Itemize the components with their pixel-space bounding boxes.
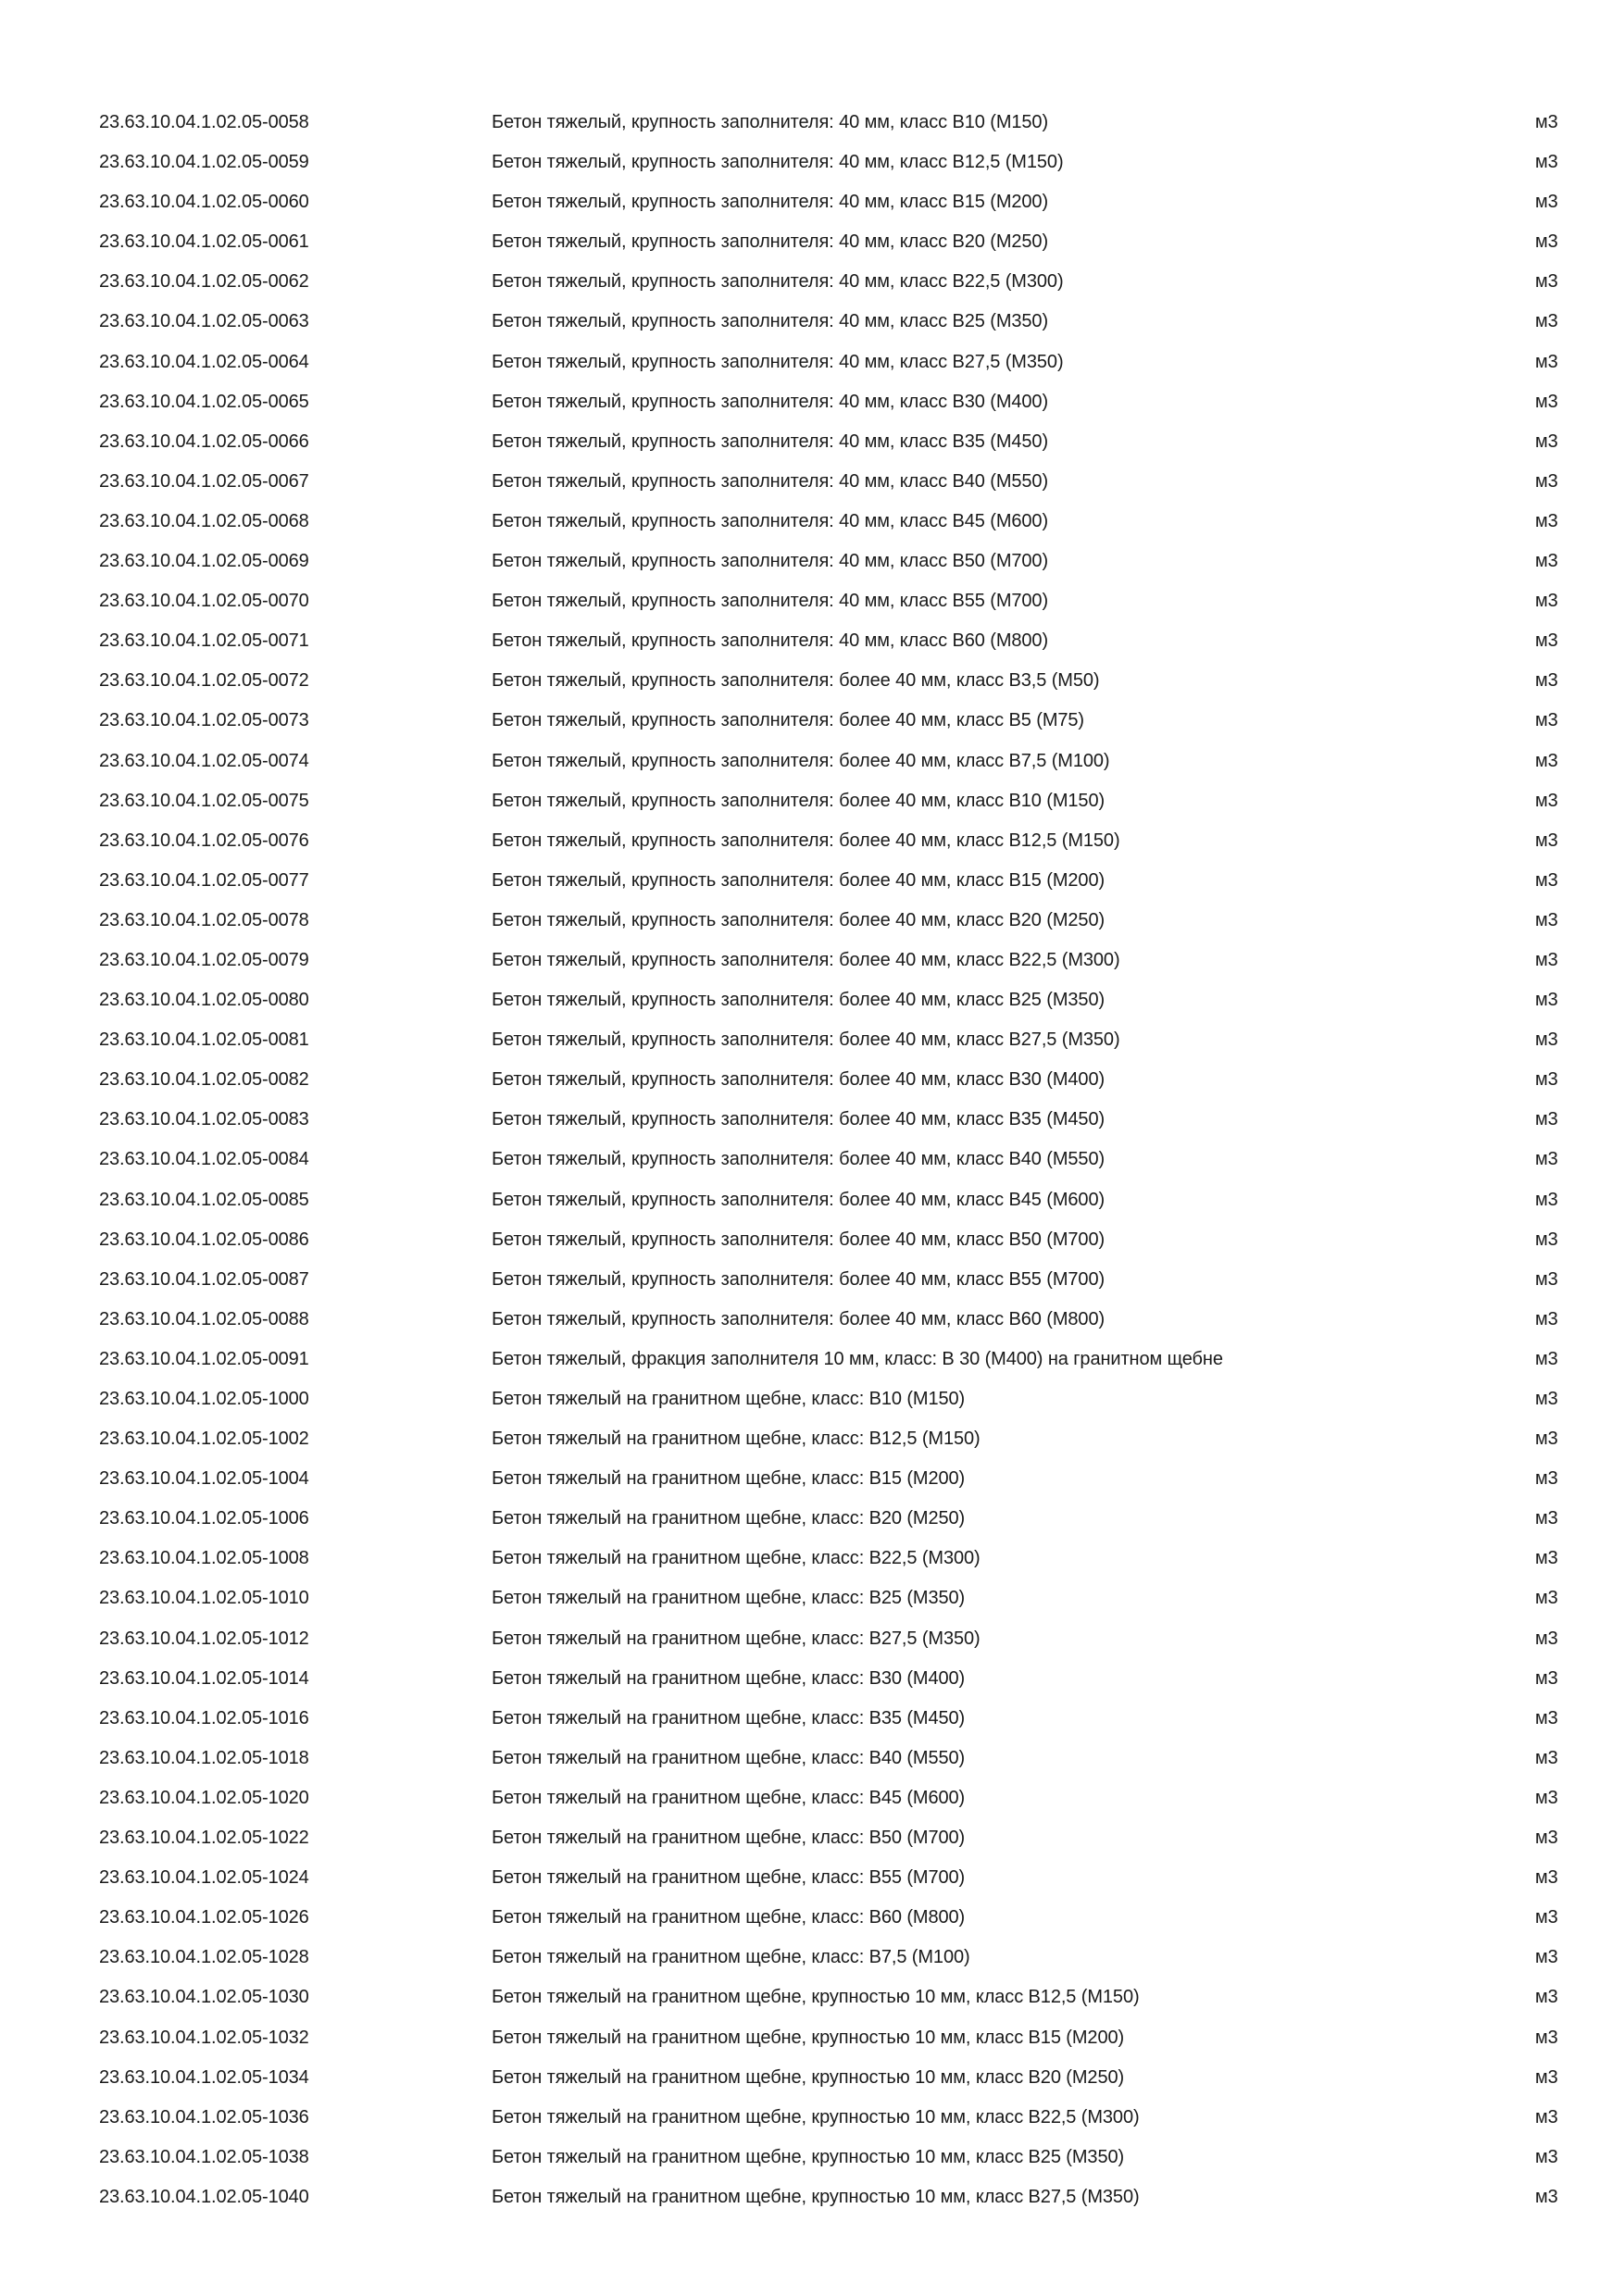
table-row [0, 2058, 1624, 2098]
table-row [0, 701, 1624, 741]
table-row [0, 781, 1624, 821]
resource-name: Бетон тяжелый на гранитном щебне, крупностью 10 мм, класс В22,5 (М300) [492, 2106, 1140, 2128]
table-row [0, 861, 1624, 901]
resource-code: 23.63.10.04.1.02.05-0074 [99, 750, 309, 771]
table-row [0, 1140, 1624, 1179]
unit-of-measure: м3 [1535, 1029, 1558, 1051]
table-row [0, 1818, 1624, 1858]
unit-of-measure: м3 [1535, 510, 1558, 531]
table-row [0, 1778, 1624, 1818]
table-row [0, 1858, 1624, 1898]
resource-code: 23.63.10.04.1.02.05-0072 [99, 670, 309, 692]
table-row [0, 143, 1624, 182]
resource-name: Бетон тяжелый на гранитном щебне, класс: В12,5 (М150) [492, 1429, 981, 1450]
resource-code: 23.63.10.04.1.02.05-0081 [99, 1029, 309, 1051]
table-row [0, 742, 1624, 781]
resource-code: 23.63.10.04.1.02.05-1028 [99, 1947, 309, 1968]
table-row [0, 1220, 1624, 1260]
unit-of-measure: м3 [1535, 790, 1558, 811]
table-row [0, 581, 1624, 621]
unit-of-measure: м3 [1535, 1867, 1558, 1889]
resource-name: Бетон тяжелый на гранитном щебне, класс: В40 (М550) [492, 1747, 966, 1768]
unit-of-measure: м3 [1535, 1907, 1558, 1928]
resource-name: Бетон тяжелый, крупность заполнителя: 40 мм, класс В60 (М800) [492, 630, 1049, 652]
resource-name: Бетон тяжелый, крупность заполнителя: 40 мм, класс В20 (М250) [492, 231, 1049, 253]
unit-of-measure: м3 [1535, 1548, 1558, 1569]
unit-of-measure: м3 [1535, 710, 1558, 731]
unit-of-measure: м3 [1535, 630, 1558, 652]
resource-name: Бетон тяжелый на гранитном щебне, класс: В50 (М700) [492, 1828, 966, 1849]
unit-of-measure: м3 [1535, 1468, 1558, 1490]
resource-code: 23.63.10.04.1.02.05-0067 [99, 470, 309, 492]
resource-code: 23.63.10.04.1.02.05-0077 [99, 869, 309, 891]
table-row [0, 343, 1624, 382]
resource-code: 23.63.10.04.1.02.05-1002 [99, 1429, 309, 1450]
table-row [0, 1739, 1624, 1778]
resource-code: 23.63.10.04.1.02.05-1036 [99, 2106, 309, 2128]
resource-code: 23.63.10.04.1.02.05-0058 [99, 112, 309, 132]
unit-of-measure: м3 [1535, 112, 1558, 132]
table-row [0, 1340, 1624, 1379]
table-row [0, 1100, 1624, 1140]
table-row [0, 1898, 1624, 1938]
table-row [0, 2018, 1624, 2058]
resource-code: 23.63.10.04.1.02.05-0069 [99, 551, 309, 572]
table-row [0, 262, 1624, 302]
unit-of-measure: м3 [1535, 391, 1558, 412]
unit-of-measure: м3 [1535, 2027, 1558, 2048]
resource-code: 23.63.10.04.1.02.05-0073 [99, 710, 309, 731]
resource-name: Бетон тяжелый на гранитном щебне, крупностью 10 мм, класс В20 (М250) [492, 2066, 1125, 2088]
unit-of-measure: м3 [1535, 1508, 1558, 1529]
resource-code: 23.63.10.04.1.02.05-0066 [99, 430, 309, 452]
resource-code: 23.63.10.04.1.02.05-1034 [99, 2066, 309, 2088]
unit-of-measure: м3 [1535, 949, 1558, 970]
unit-of-measure: м3 [1535, 909, 1558, 930]
resource-name: Бетон тяжелый, крупность заполнителя: более 40 мм, класс В7,5 (М100) [492, 750, 1110, 771]
table-row [0, 1459, 1624, 1499]
resource-code: 23.63.10.04.1.02.05-0084 [99, 1149, 309, 1170]
unit-of-measure: м3 [1535, 1787, 1558, 1808]
resource-name: Бетон тяжелый, крупность заполнителя: 40 мм, класс В50 (М700) [492, 551, 1049, 572]
table-row [0, 222, 1624, 262]
unit-of-measure: м3 [1535, 1268, 1558, 1290]
unit-of-measure: м3 [1535, 152, 1558, 173]
resource-code: 23.63.10.04.1.02.05-0075 [99, 790, 309, 811]
resource-code: 23.63.10.04.1.02.05-0080 [99, 990, 309, 1011]
unit-of-measure: м3 [1535, 470, 1558, 492]
resource-name: Бетон тяжелый, крупность заполнителя: более 40 мм, класс В20 (М250) [492, 909, 1106, 930]
unit-of-measure: м3 [1535, 1389, 1558, 1409]
table-row [0, 901, 1624, 941]
resource-name: Бетон тяжелый на гранитном щебне, крупностью 10 мм, класс В12,5 (М150) [492, 1987, 1140, 2008]
resource-name: Бетон тяжелый, крупность заполнителя: 40 мм, класс В15 (М200) [492, 192, 1049, 213]
resource-code: 23.63.10.04.1.02.05-1038 [99, 2146, 309, 2167]
unit-of-measure: м3 [1535, 670, 1558, 692]
unit-of-measure: м3 [1535, 430, 1558, 452]
resource-name: Бетон тяжелый, крупность заполнителя: более 40 мм, класс В3,5 (М50) [492, 670, 1100, 692]
table-row [0, 980, 1624, 1020]
resource-code: 23.63.10.04.1.02.05-0079 [99, 949, 309, 970]
resource-code: 23.63.10.04.1.02.05-1018 [99, 1747, 309, 1768]
unit-of-measure: м3 [1535, 1069, 1558, 1091]
table-row [0, 462, 1624, 502]
unit-of-measure: м3 [1535, 1987, 1558, 2008]
table-row [0, 182, 1624, 222]
resource-code: 23.63.10.04.1.02.05-0068 [99, 510, 309, 531]
resource-name: Бетон тяжелый на гранитном щебне, класс: В35 (М450) [492, 1707, 966, 1728]
table-row [0, 1619, 1624, 1659]
table-row [0, 1379, 1624, 1419]
table-row [0, 821, 1624, 861]
resource-name: Бетон тяжелый, крупность заполнителя: 40 мм, класс В10 (М150) [492, 112, 1049, 132]
resource-name: Бетон тяжелый на гранитном щебне, крупностью 10 мм, класс В15 (М200) [492, 2027, 1125, 2048]
table-row [0, 2177, 1624, 2217]
table-row [0, 1060, 1624, 1100]
table-row [0, 1300, 1624, 1340]
unit-of-measure: м3 [1535, 2186, 1558, 2207]
resource-name: Бетон тяжелый, крупность заполнителя: более 40 мм, класс В5 (М75) [492, 710, 1084, 731]
unit-of-measure: м3 [1535, 1229, 1558, 1250]
table-row [0, 1539, 1624, 1578]
resource-code: 23.63.10.04.1.02.05-1024 [99, 1867, 309, 1889]
unit-of-measure: м3 [1535, 1588, 1558, 1609]
resource-name: Бетон тяжелый, крупность заполнителя: 40 мм, класс В55 (М700) [492, 591, 1049, 612]
unit-of-measure: м3 [1535, 1707, 1558, 1728]
resource-code: 23.63.10.04.1.02.05-0061 [99, 231, 309, 253]
resource-code: 23.63.10.04.1.02.05-1022 [99, 1828, 309, 1849]
table-row [0, 1020, 1624, 1060]
resource-code: 23.63.10.04.1.02.05-0078 [99, 909, 309, 930]
resource-code: 23.63.10.04.1.02.05-0064 [99, 351, 309, 372]
table-row [0, 1978, 1624, 2017]
resource-name: Бетон тяжелый, крупность заполнителя: 40 мм, класс В45 (М600) [492, 510, 1049, 531]
resource-code: 23.63.10.04.1.02.05-0062 [99, 271, 309, 293]
unit-of-measure: м3 [1535, 990, 1558, 1011]
table-row [0, 1699, 1624, 1739]
table-row [0, 542, 1624, 581]
resource-name: Бетон тяжелый на гранитном щебне, класс: В25 (М350) [492, 1588, 966, 1609]
resource-name: Бетон тяжелый, крупность заполнителя: более 40 мм, класс В45 (М600) [492, 1189, 1106, 1210]
resource-code: 23.63.10.04.1.02.05-1026 [99, 1907, 309, 1928]
resource-name: Бетон тяжелый, крупность заполнителя: более 40 мм, класс В15 (М200) [492, 869, 1106, 891]
unit-of-measure: м3 [1535, 2066, 1558, 2088]
resource-code: 23.63.10.04.1.02.05-0076 [99, 830, 309, 851]
unit-of-measure: м3 [1535, 1348, 1558, 1369]
resource-code: 23.63.10.04.1.02.05-1006 [99, 1508, 309, 1529]
unit-of-measure: м3 [1535, 1747, 1558, 1768]
resource-code: 23.63.10.04.1.02.05-1000 [99, 1389, 309, 1409]
table-row [0, 502, 1624, 542]
resource-name: Бетон тяжелый, крупность заполнителя: более 40 мм, класс В55 (М700) [492, 1268, 1106, 1290]
table-row [0, 2138, 1624, 2177]
resource-name: Бетон тяжелый, крупность заполнителя: более 40 мм, класс В30 (М400) [492, 1069, 1106, 1091]
table-row [0, 1938, 1624, 1978]
unit-of-measure: м3 [1535, 1429, 1558, 1450]
unit-of-measure: м3 [1535, 869, 1558, 891]
resource-name: Бетон тяжелый, крупность заполнителя: 40 мм, класс В30 (М400) [492, 391, 1049, 412]
unit-of-measure: м3 [1535, 311, 1558, 332]
resource-name: Бетон тяжелый, крупность заполнителя: 40 мм, класс В40 (М550) [492, 470, 1049, 492]
resource-name: Бетон тяжелый на гранитном щебне, класс: В55 (М700) [492, 1867, 966, 1889]
resource-code: 23.63.10.04.1.02.05-0059 [99, 152, 309, 173]
resource-code: 23.63.10.04.1.02.05-1014 [99, 1667, 309, 1689]
resource-name: Бетон тяжелый на гранитном щебне, класс: В10 (М150) [492, 1389, 966, 1409]
resource-code: 23.63.10.04.1.02.05-1008 [99, 1548, 309, 1569]
resource-code: 23.63.10.04.1.02.05-0070 [99, 591, 309, 612]
unit-of-measure: м3 [1535, 1947, 1558, 1968]
unit-of-measure: м3 [1535, 591, 1558, 612]
resource-code: 23.63.10.04.1.02.05-1004 [99, 1468, 309, 1490]
table-row [0, 1419, 1624, 1459]
resource-code: 23.63.10.04.1.02.05-0086 [99, 1229, 309, 1250]
unit-of-measure: м3 [1535, 271, 1558, 293]
resource-code: 23.63.10.04.1.02.05-0087 [99, 1268, 309, 1290]
resource-code: 23.63.10.04.1.02.05-1040 [99, 2186, 309, 2207]
resource-name: Бетон тяжелый, крупность заполнителя: более 40 мм, класс В60 (М800) [492, 1308, 1106, 1329]
table-row [0, 422, 1624, 462]
unit-of-measure: м3 [1535, 2146, 1558, 2167]
table-row [0, 621, 1624, 661]
table-row [0, 1260, 1624, 1300]
resource-name: Бетон тяжелый на гранитном щебне, класс: В7,5 (М100) [492, 1947, 970, 1968]
resource-name: Бетон тяжелый на гранитном щебне, класс: В22,5 (М300) [492, 1548, 981, 1569]
table-row [0, 302, 1624, 342]
resource-name: Бетон тяжелый, крупность заполнителя: 40 мм, класс В22,5 (М300) [492, 271, 1064, 293]
resource-code: 23.63.10.04.1.02.05-0085 [99, 1189, 309, 1210]
table-row [0, 1659, 1624, 1699]
unit-of-measure: м3 [1535, 551, 1558, 572]
resource-name: Бетон тяжелый на гранитном щебне, класс: В45 (М600) [492, 1787, 966, 1808]
resource-code: 23.63.10.04.1.02.05-0063 [99, 311, 309, 332]
resource-name: Бетон тяжелый, крупность заполнителя: 40 мм, класс В25 (М350) [492, 311, 1049, 332]
resource-name: Бетон тяжелый, крупность заполнителя: 40 мм, класс В35 (М450) [492, 430, 1049, 452]
resource-name: Бетон тяжелый, крупность заполнителя: более 40 мм, класс В10 (М150) [492, 790, 1106, 811]
table-row [0, 1578, 1624, 1618]
resource-code: 23.63.10.04.1.02.05-1016 [99, 1707, 309, 1728]
resource-name: Бетон тяжелый, крупность заполнителя: более 40 мм, класс В50 (М700) [492, 1229, 1106, 1250]
resource-code: 23.63.10.04.1.02.05-1010 [99, 1588, 309, 1609]
table-row [0, 661, 1624, 701]
resource-code: 23.63.10.04.1.02.05-0071 [99, 630, 309, 652]
resource-name: Бетон тяжелый, крупность заполнителя: более 40 мм, класс В35 (М450) [492, 1109, 1106, 1130]
resource-name: Бетон тяжелый, крупность заполнителя: 40 мм, класс В27,5 (М350) [492, 351, 1064, 372]
table-row [0, 941, 1624, 980]
resource-name: Бетон тяжелый на гранитном щебне, класс: В20 (М250) [492, 1508, 966, 1529]
unit-of-measure: м3 [1535, 1828, 1558, 1849]
unit-of-measure: м3 [1535, 1109, 1558, 1130]
resource-code: 23.63.10.04.1.02.05-1032 [99, 2027, 309, 2048]
resource-name: Бетон тяжелый на гранитном щебне, класс: В30 (М400) [492, 1667, 966, 1689]
resource-name: Бетон тяжелый, крупность заполнителя: более 40 мм, класс В22,5 (М300) [492, 949, 1120, 970]
resource-code: 23.63.10.04.1.02.05-0088 [99, 1308, 309, 1329]
resource-code: 23.63.10.04.1.02.05-1020 [99, 1787, 309, 1808]
resource-code: 23.63.10.04.1.02.05-1030 [99, 1987, 309, 2008]
resource-code: 23.63.10.04.1.02.05-0082 [99, 1069, 309, 1091]
unit-of-measure: м3 [1535, 192, 1558, 213]
unit-of-measure: м3 [1535, 231, 1558, 253]
resource-name: Бетон тяжелый на гранитном щебне, класс: В27,5 (М350) [492, 1628, 981, 1649]
resource-code: 23.63.10.04.1.02.05-1012 [99, 1628, 309, 1649]
resource-name: Бетон тяжелый на гранитном щебне, класс: В15 (М200) [492, 1468, 966, 1490]
unit-of-measure: м3 [1535, 1189, 1558, 1210]
resource-code: 23.63.10.04.1.02.05-0060 [99, 192, 309, 213]
unit-of-measure: м3 [1535, 1667, 1558, 1689]
unit-of-measure: м3 [1535, 2106, 1558, 2128]
resource-name: Бетон тяжелый, крупность заполнителя: 40 мм, класс В12,5 (М150) [492, 152, 1064, 173]
resource-name: Бетон тяжелый, крупность заполнителя: более 40 мм, класс В40 (М550) [492, 1149, 1106, 1170]
resource-name: Бетон тяжелый, крупность заполнителя: более 40 мм, класс В27,5 (М350) [492, 1029, 1120, 1051]
resource-code: 23.63.10.04.1.02.05-0083 [99, 1109, 309, 1130]
unit-of-measure: м3 [1535, 1628, 1558, 1649]
unit-of-measure: м3 [1535, 351, 1558, 372]
resource-name: Бетон тяжелый на гранитном щебне, крупностью 10 мм, класс В25 (М350) [492, 2146, 1125, 2167]
resource-name: Бетон тяжелый на гранитном щебне, класс: В60 (М800) [492, 1907, 966, 1928]
resource-code: 23.63.10.04.1.02.05-0091 [99, 1348, 309, 1369]
unit-of-measure: м3 [1535, 750, 1558, 771]
resource-code: 23.63.10.04.1.02.05-0065 [99, 391, 309, 412]
resource-name: Бетон тяжелый, фракция заполнителя 10 мм, класс: В 30 (М400) на гранитном щебне [492, 1348, 1223, 1369]
unit-of-measure: м3 [1535, 1149, 1558, 1170]
table-row [0, 382, 1624, 422]
unit-of-measure: м3 [1535, 830, 1558, 851]
resource-name: Бетон тяжелый на гранитном щебне, крупностью 10 мм, класс В27,5 (М350) [492, 2186, 1140, 2207]
table-row [0, 103, 1624, 143]
table-row [0, 1499, 1624, 1539]
resource-name: Бетон тяжелый, крупность заполнителя: более 40 мм, класс В12,5 (М150) [492, 830, 1120, 851]
price-list-table [0, 103, 1624, 2217]
table-row [0, 2098, 1624, 2138]
resource-name: Бетон тяжелый, крупность заполнителя: более 40 мм, класс В25 (М350) [492, 990, 1106, 1011]
table-row [0, 1180, 1624, 1220]
unit-of-measure: м3 [1535, 1308, 1558, 1329]
